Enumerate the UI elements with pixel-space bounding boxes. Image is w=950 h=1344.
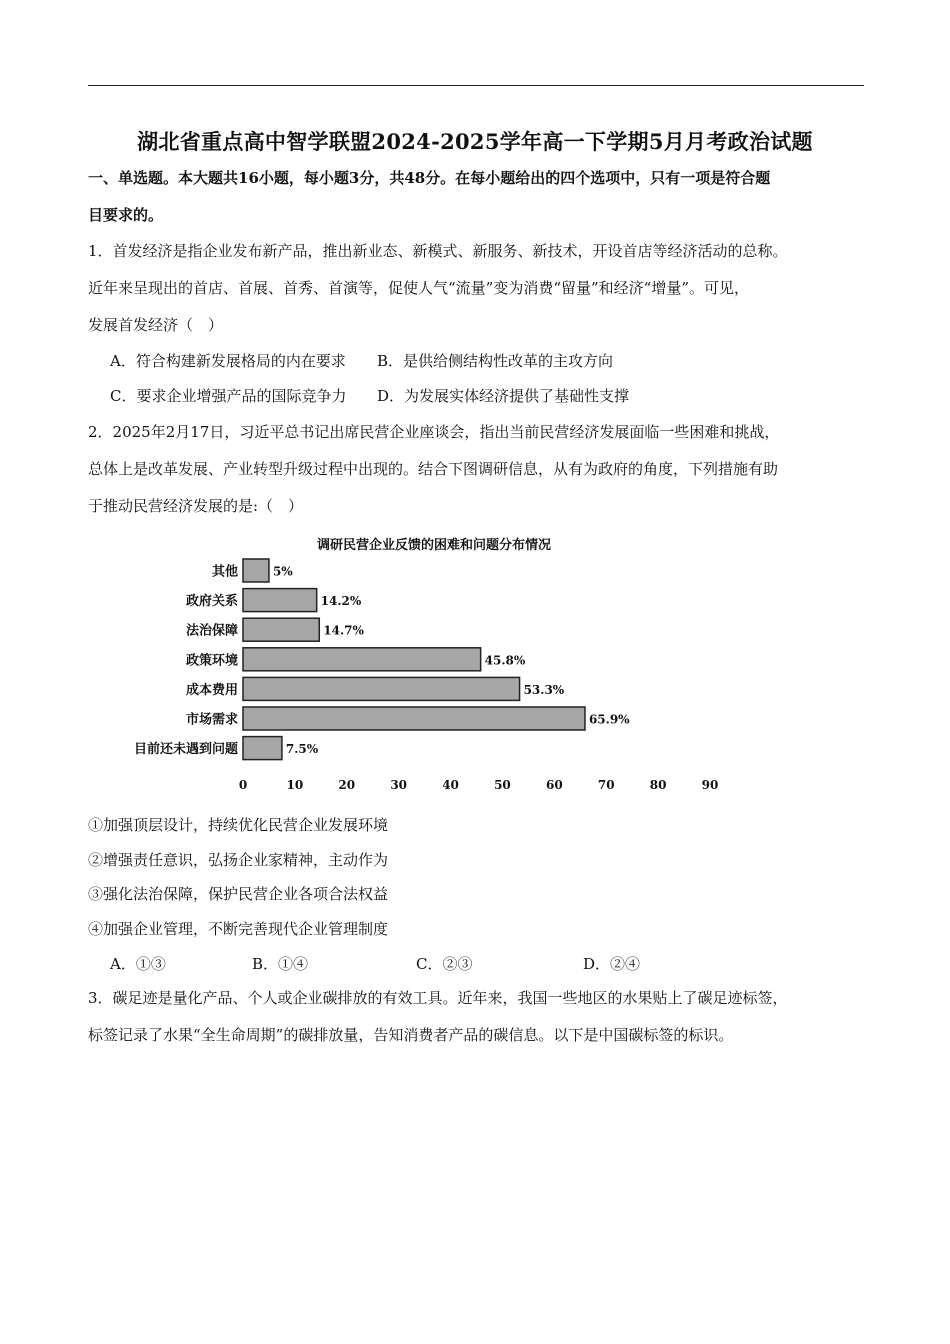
chart-bar <box>243 648 481 671</box>
value-label: 7.5% <box>285 742 319 757</box>
chart-bar <box>243 618 319 641</box>
q2-option-b[interactable]: B．①④ <box>252 955 309 973</box>
category-label: 目前还未遇到问题 <box>133 742 238 758</box>
chart-bar <box>243 707 585 730</box>
x-tick-label: 90 <box>701 778 719 790</box>
q2-option-d[interactable]: D．②④ <box>583 955 641 973</box>
chart-bar <box>243 737 282 760</box>
value-label: 5% <box>272 564 293 579</box>
q2-stem-line1: 2．2025年2月17日，习近平总书记出席民营企业座谈会，指出当前民营经济发展面临一些困难和挑战， <box>88 423 780 441</box>
value-label: 14.7% <box>323 623 364 638</box>
x-tick-label: 40 <box>442 778 459 790</box>
q2-stem-line3: 于推动民营经济发展的是:（ ） <box>88 497 304 515</box>
x-tick-label: 60 <box>545 778 563 790</box>
x-tick-label: 80 <box>649 778 667 790</box>
q1-option-b[interactable]: B．是供给侧结构性改革的主攻方向 <box>377 352 614 370</box>
category-label: 政策环境 <box>185 653 238 669</box>
q2-statement-3: ③强化法治保障，保护民营企业各项合法权益 <box>88 885 389 903</box>
q1-option-d[interactable]: D．为发展实体经济提供了基础性支撑 <box>377 387 630 405</box>
category-label: 成本费用 <box>185 682 238 698</box>
q3-stem-line2: 标签记录了水果“全生命周期”的碳排放量，告知消费者产品的碳信息。以下是中国碳标签的标识。 <box>88 1026 734 1044</box>
q2-stem-line2: 总体上是改革发展、产业转型升级过程中出现的。结合下图调研信息，从有为政府的角度，下列措施有助 <box>88 460 779 478</box>
category-label: 政府关系 <box>185 594 238 610</box>
q1-option-a[interactable]: A．符合构建新发展格局的内在要求 <box>110 352 346 370</box>
section-heading-cont: 目要求的。 <box>88 206 164 224</box>
q2-option-c[interactable]: C．②③ <box>416 955 473 973</box>
category-label: 法治保障 <box>185 623 238 639</box>
x-tick-label: 50 <box>494 778 511 790</box>
q2-option-a[interactable]: A．①③ <box>110 955 166 973</box>
q2-statement-4: ④加强企业管理，不断完善现代企业管理制度 <box>88 920 389 938</box>
value-label: 53.3% <box>523 682 565 697</box>
x-tick-label: 10 <box>286 778 304 790</box>
q1-stem-line2: 近年来呈现出的首店、首展、首秀、首演等，促使人气“流量”变为消费“留量”和经济“增量”。可见， <box>88 279 750 297</box>
header-rule <box>88 85 864 86</box>
q1-option-c[interactable]: C．要求企业增强产品的国际竞争力 <box>110 387 347 405</box>
survey-bar-chart <box>0 525 950 790</box>
page-title: 湖北省重点高中智学联盟2024-2025学年高一下学期5月月考政治试题 <box>137 129 813 154</box>
chart-bar <box>243 677 520 700</box>
category-label: 其他 <box>211 564 238 580</box>
chart-bar <box>243 559 269 582</box>
section-heading: 一、单选题。本大题共16小题，每小题3分，共48分。在每小题给出的四个选项中，只有一项是符合题 <box>88 169 771 187</box>
q2-statement-2: ②增强责任意识，弘扬企业家精神，主动作为 <box>88 851 389 869</box>
category-label: 市场需求 <box>185 712 238 728</box>
q1-stem-line3: 发展首发经济（ ） <box>88 316 224 334</box>
value-label: 65.9% <box>588 712 630 727</box>
chart-title: 调研民营企业反馈的困难和问题分布情况 <box>316 538 552 553</box>
x-tick-label: 70 <box>597 778 615 790</box>
q1-stem-line1: 1．首发经济是指企业发布新产品，推出新业态、新模式、新服务、新技术，开设首店等经济活动的总称。 <box>88 242 788 260</box>
chart-bar <box>243 589 317 612</box>
q2-statement-1: ①加强顶层设计，持续优化民营企业发展环境 <box>88 816 389 834</box>
x-tick-label: 20 <box>338 778 356 790</box>
x-tick-label: 0 <box>238 778 248 790</box>
value-label: 45.8% <box>484 653 526 668</box>
x-tick-label: 30 <box>390 778 408 790</box>
value-label: 14.2% <box>320 594 362 609</box>
q3-stem-line1: 3．碳足迹是量化产品、个人或企业碳排放的有效工具。近年来，我国一些地区的水果贴上了碳足迹标签， <box>88 989 788 1007</box>
